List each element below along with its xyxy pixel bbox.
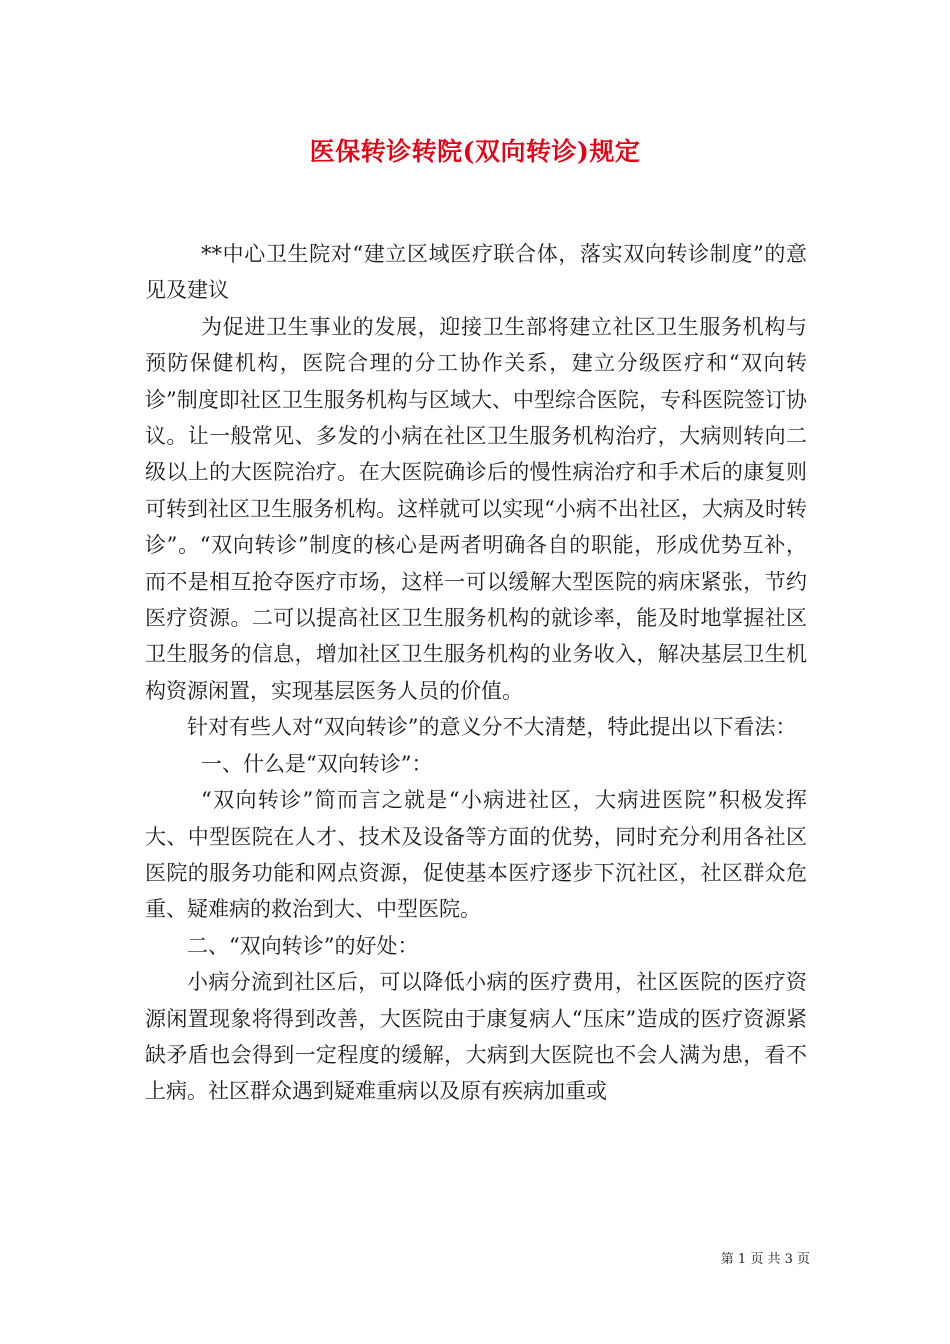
section-heading-what-is: 一、什么是“双向转诊”： — [201, 751, 433, 776]
paragraph-intro: **中心卫生院对“建立区域医疗联合体，落实双向转诊制度”的意见及建议 — [145, 242, 807, 303]
section-heading-benefits: 二、“双向转诊”的好处： — [187, 933, 419, 958]
document-title: 医保转诊转院(双向转诊)规定 — [309, 137, 641, 166]
paragraph-definition: “双向转诊”简而言之就是“小病进社区，大病进医院”积极发挥大、中型医院在人才、技术及设备等方面的优势，同时充分利用各社区医院的服务功能和网点资源，促使基本医疗逐步下沉社区，社区群众危重、疑难病的救治到大、中型医院。 — [145, 788, 807, 922]
page-footer: 第 1 页 共 3 页 — [720, 1252, 810, 1267]
paragraph-benefits: 小病分流到社区后，可以降低小病的医疗费用，社区医院的医疗资源闲置现象将得到改善，大医院由于康复病人“压床”造成的医疗资源紧缺矛盾也会得到一定程度的缓解，大病到大医院也不会人满为患，看不上病。社区群众遇到疑难重病以及原有疾病加重或 — [145, 970, 807, 1104]
document-body — [145, 236, 807, 1110]
paragraph-purpose: 针对有些人对“双向转诊”的意义分不大清楚，特此提出以下看法： — [187, 715, 797, 740]
paragraph-background: 为促进卫生事业的发展，迎接卫生部将建立社区卫生服务机构与预防保健机构，医院合理的分工协作关系，建立分级医疗和“双向转诊”制度即社区卫生服务机构与区域大、中型综合医院，专科医院签订协议。让一般常见、多发的小病在社区卫生服务机构治疗，大病则转向二级以上的大医院治疗。在大医院确诊后的慢性病治疗和手术后的康复则可转到社区卫生服务机构。这样就可以实现“小病不出社区，大病及时转诊”。“双向转诊”制度的核心是两者明确各自的职能，形成优势互补，而不是相互抢夺医疗市场，这样一可以缓解大型医院的病床紧张，节约医疗资源。二可以提高社区卫生服务机构的就诊率，能及时地掌握社区卫生服务的信息，增加社区卫生服务机构的业务收入，解决基层卫生机构资源闲置，实现基层医务人员的价值。 — [145, 314, 807, 703]
